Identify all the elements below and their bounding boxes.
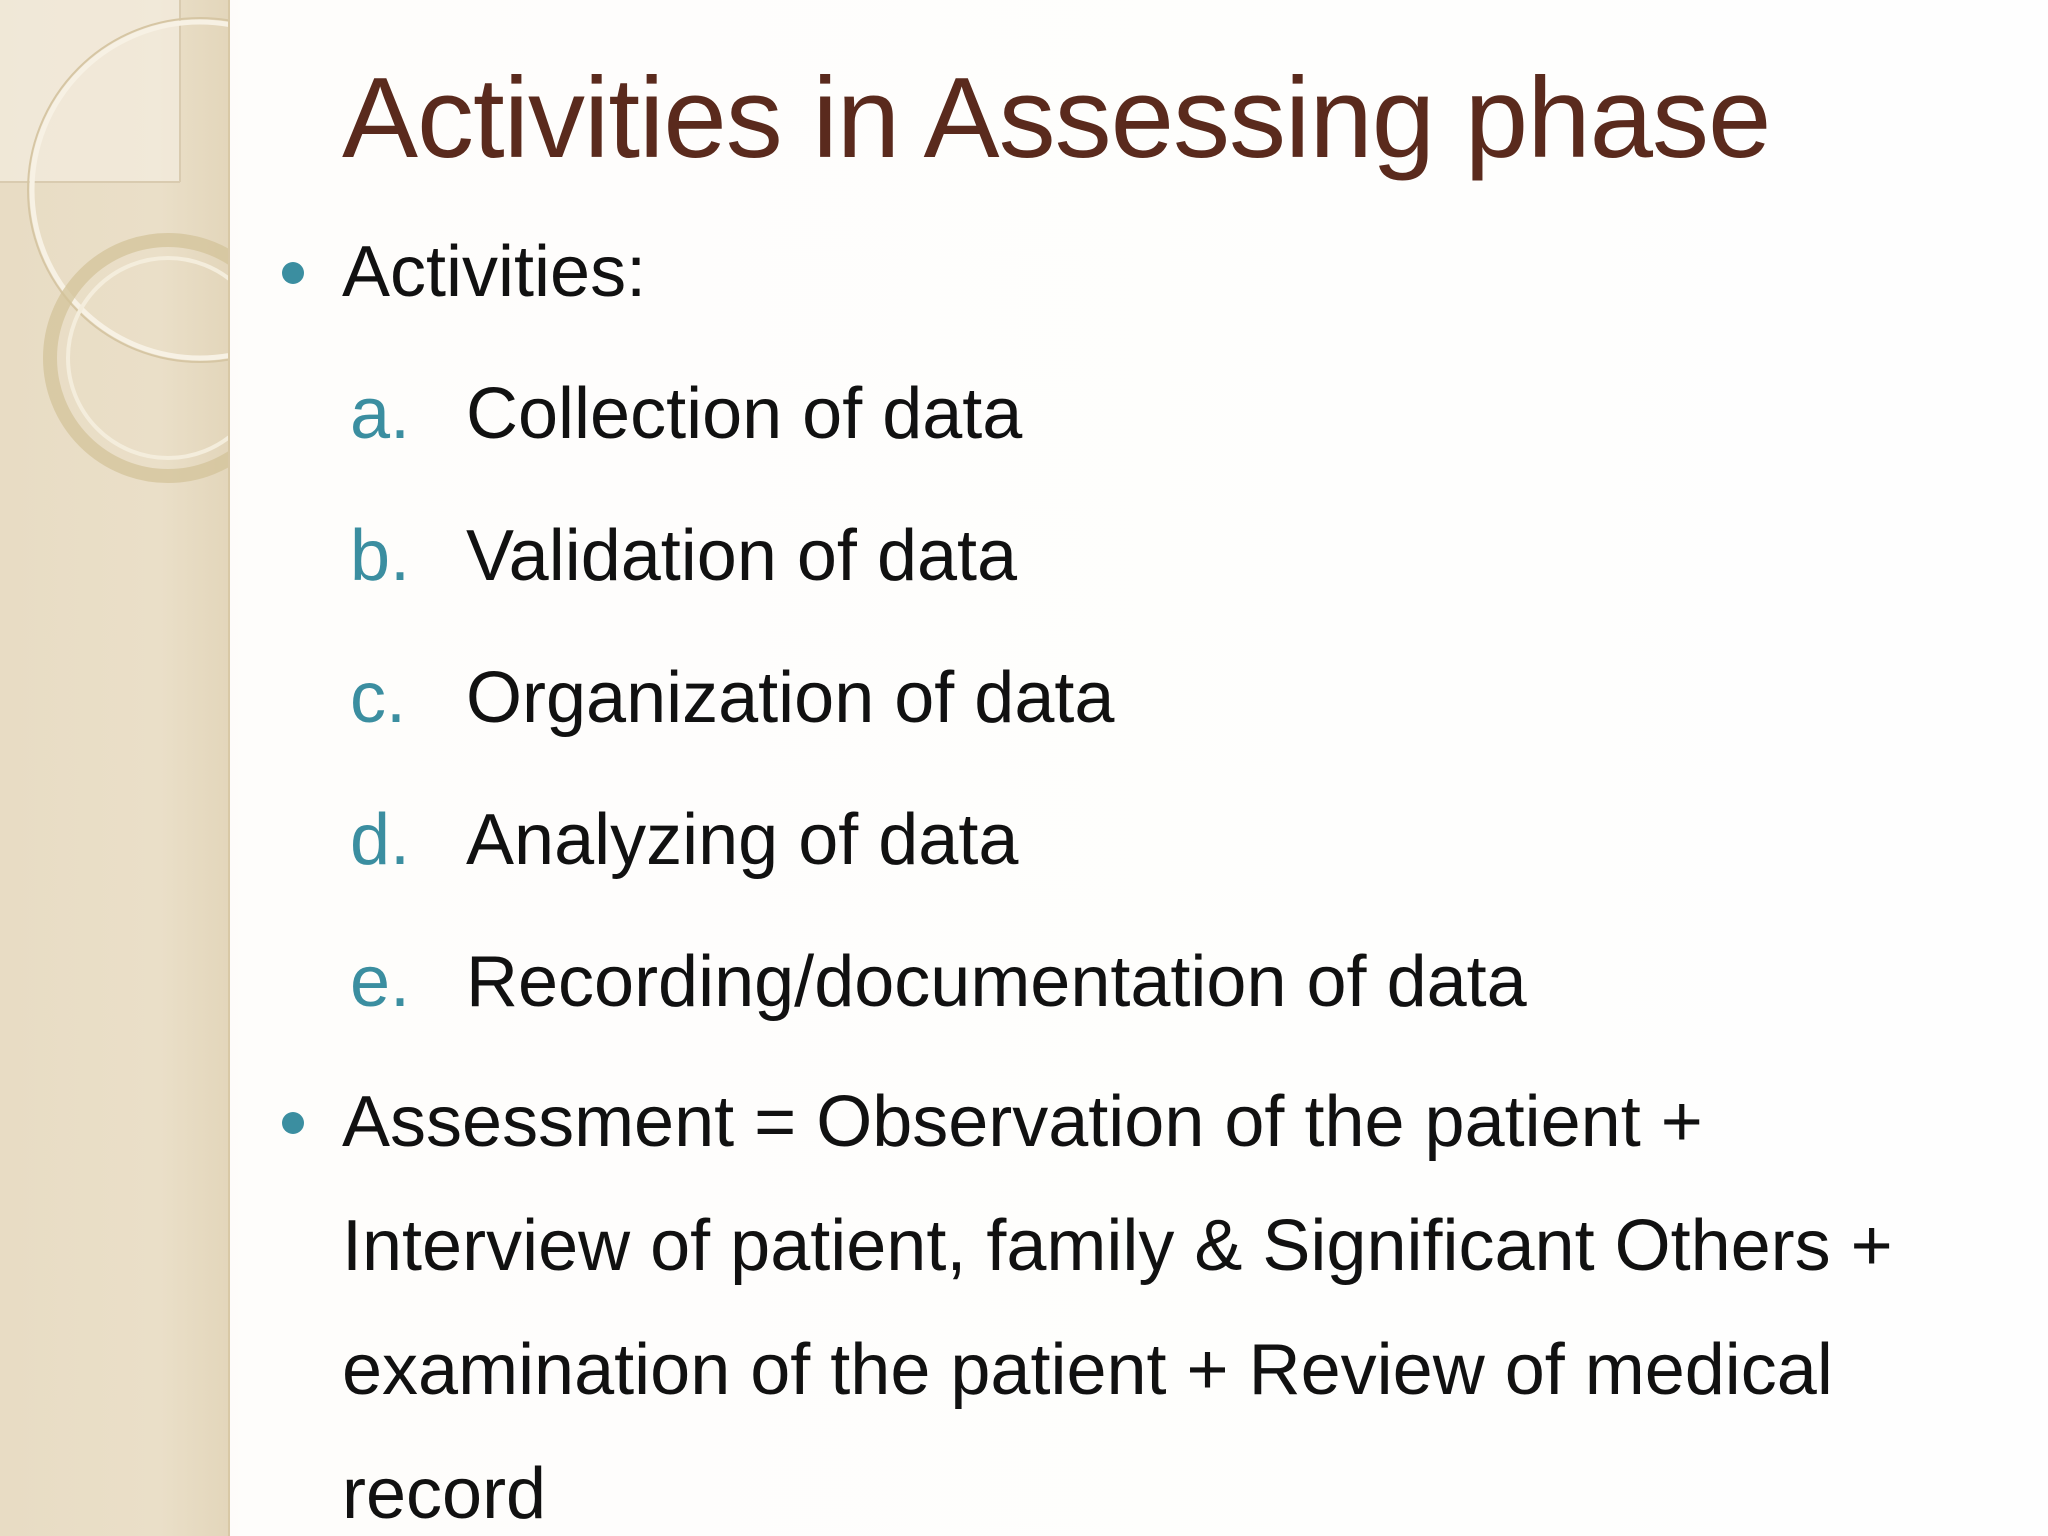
bullet-dot-icon xyxy=(282,262,304,284)
bullet-text: Assessment = Observation of the patient + xyxy=(342,1082,1703,1162)
paragraph-line: record xyxy=(342,1454,547,1534)
slide-title: Activities in Assessing phase xyxy=(342,55,1771,182)
decorative-side-band xyxy=(0,0,230,1536)
list-item-letter: e. xyxy=(350,942,411,1022)
list-item-text: Validation of data xyxy=(466,516,1018,596)
list-item-text: Collection of data xyxy=(466,374,1023,454)
list-item-text: Analyzing of data xyxy=(466,800,1019,880)
list-item-text: Organization of data xyxy=(466,658,1115,738)
list-item-letter: c. xyxy=(350,658,407,738)
list-item-letter: b. xyxy=(350,516,411,596)
paragraph-line: Interview of patient, family & Significant Others + xyxy=(342,1206,1893,1286)
list-item-letter: a. xyxy=(350,374,411,454)
list-item-letter: d. xyxy=(350,800,411,880)
decorative-rings-icon xyxy=(0,0,228,520)
bullet-text: Activities: xyxy=(342,232,647,312)
paragraph-line: examination of the patient + Review of medical xyxy=(342,1330,1833,1410)
list-item-text: Recording/documentation of data xyxy=(466,942,1527,1022)
bullet-dot-icon xyxy=(282,1112,304,1134)
